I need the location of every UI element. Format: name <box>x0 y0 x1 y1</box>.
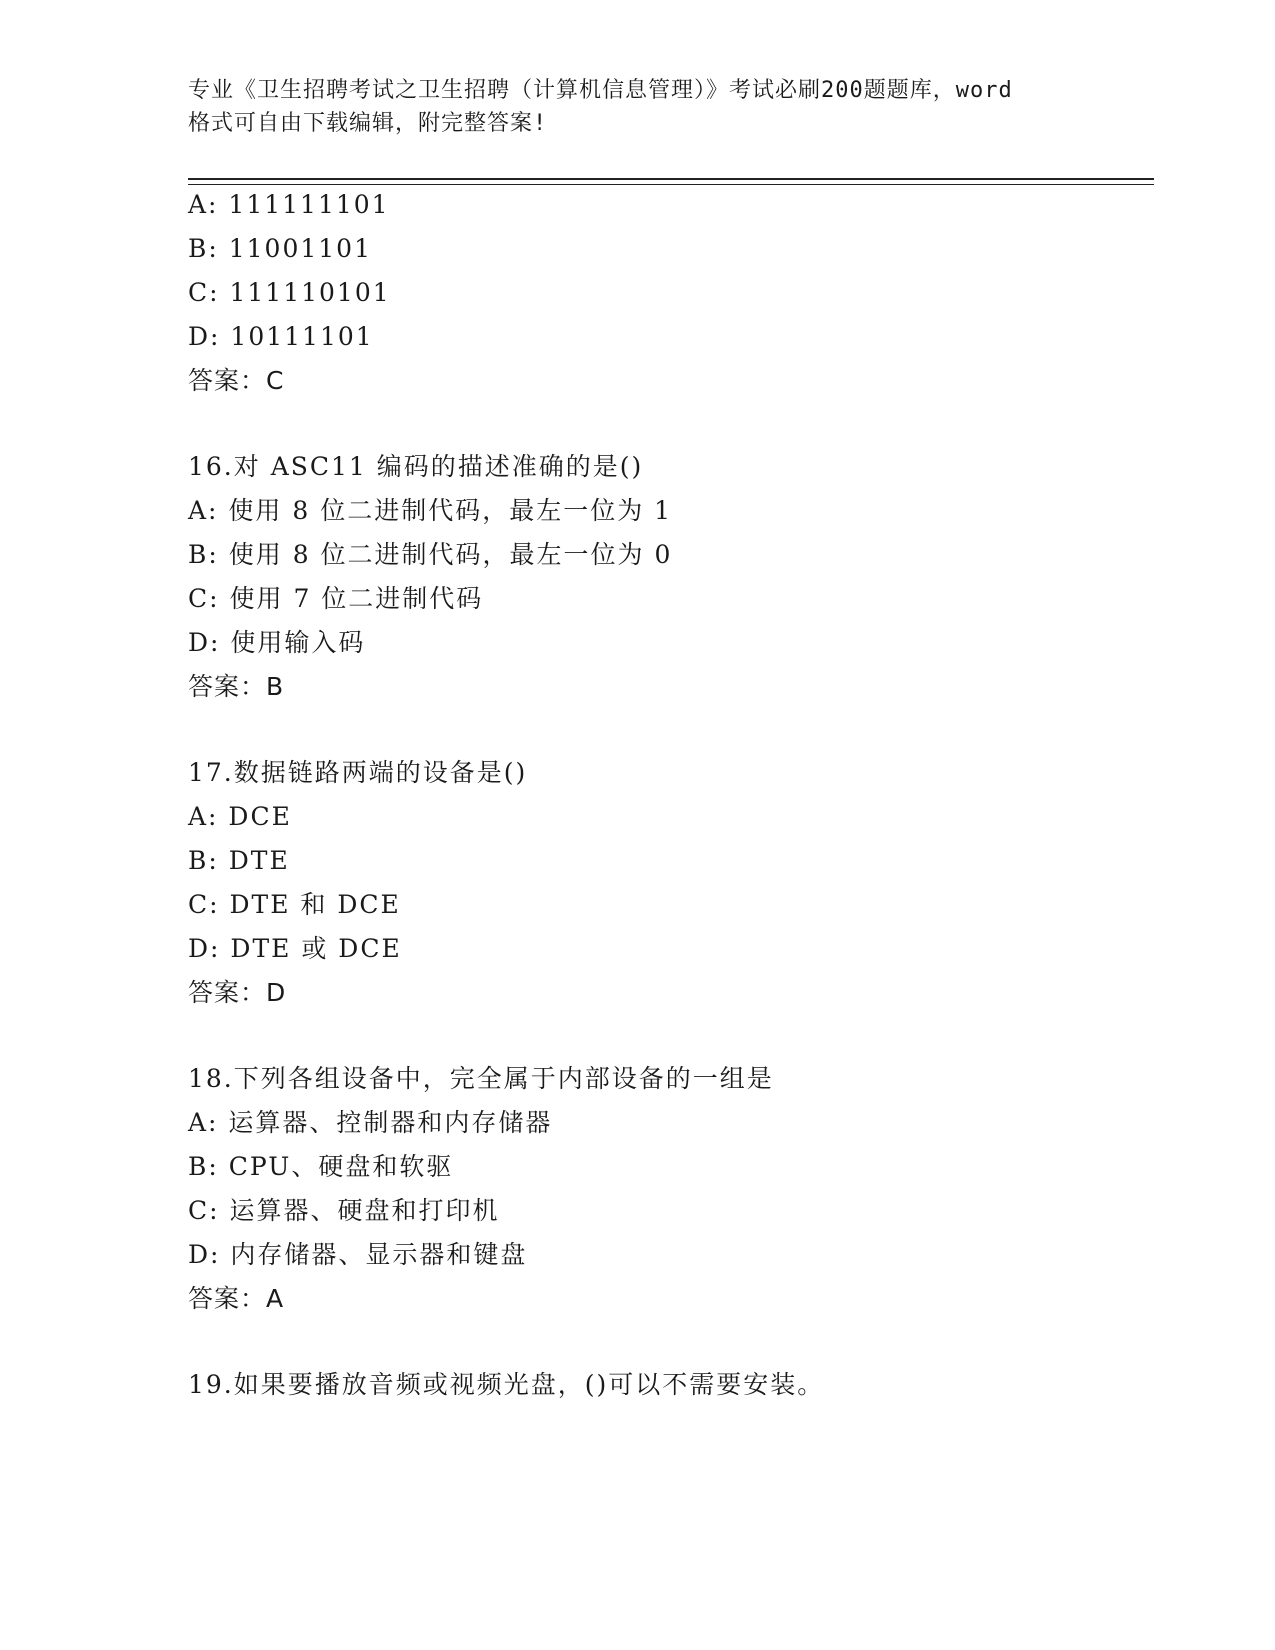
q15-option-c: C: 111110101 <box>188 278 391 307</box>
q18-option-a: A: 运算器、控制器和内存储器 <box>188 1108 553 1137</box>
q19-question: 19.如果要播放音频或视频光盘，()可以不需要安装。 <box>188 1370 825 1399</box>
q17-option-b: B: DTE <box>188 846 290 875</box>
q17-option-d: D: DTE 或 DCE <box>188 934 402 963</box>
document-header <box>188 74 1088 140</box>
header-line-1: 专业《卫生招聘考试之卫生招聘（计算机信息管理）》考试必刷200题题库，word <box>188 78 1013 103</box>
q16-option-a: A: 使用 8 位二进制代码，最左一位为 1 <box>188 496 673 525</box>
q18-option-c: C: 运算器、硬盘和打印机 <box>188 1196 500 1225</box>
q18-option-d: D: 内存储器、显示器和键盘 <box>188 1240 528 1269</box>
q17-question: 17.数据链路两端的设备是() <box>188 758 528 787</box>
q16-question: 16.对 ASC11 编码的描述准确的是() <box>188 452 644 481</box>
q18-question: 18.下列各组设备中，完全属于内部设备的一组是 <box>188 1064 774 1093</box>
q17-option-c: C: DTE 和 DCE <box>188 890 401 919</box>
header-divider-thick <box>188 178 1154 180</box>
q16-option-c: C: 使用 7 位二进制代码 <box>188 584 484 613</box>
q15-option-b: B: 11001101 <box>188 234 372 263</box>
q16-answer: 答案：B <box>188 672 285 701</box>
header-divider-thin <box>188 184 1154 185</box>
header-line-2: 格式可自由下载编辑，附完整答案! <box>188 111 548 136</box>
q18-option-b: B: CPU、硬盘和软驱 <box>188 1152 454 1181</box>
q16-option-d: D: 使用输入码 <box>188 628 366 657</box>
q15-option-d: D: 10111101 <box>188 322 374 351</box>
q17-option-a: A: DCE <box>188 802 292 831</box>
q15-option-a: A: 111111101 <box>188 190 390 219</box>
q15-answer: 答案：C <box>188 366 285 395</box>
q18-answer: 答案：A <box>188 1284 285 1313</box>
q16-option-b: B: 使用 8 位二进制代码，最左一位为 0 <box>188 540 673 569</box>
q17-answer: 答案：D <box>188 978 287 1007</box>
